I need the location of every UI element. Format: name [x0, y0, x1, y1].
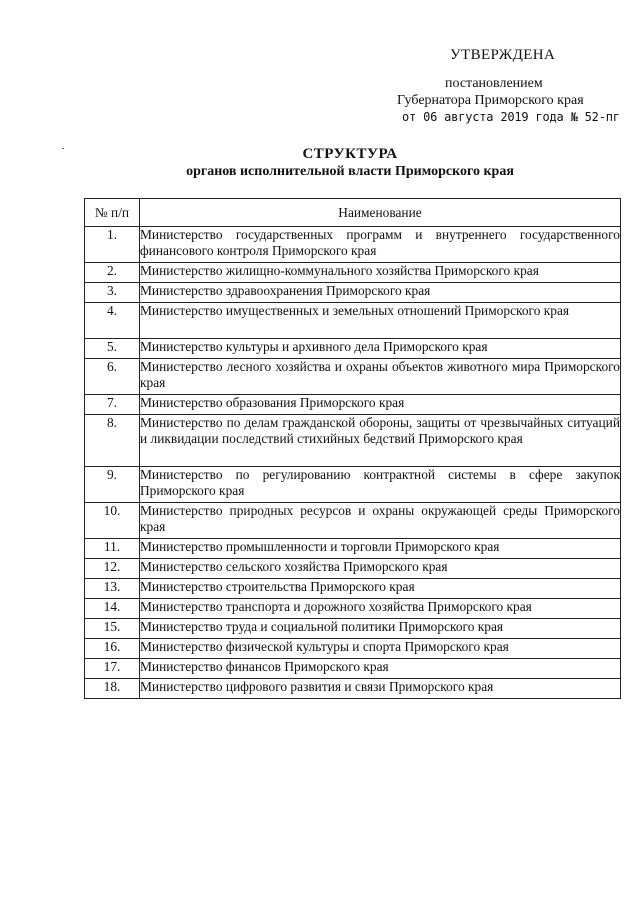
row-name: Министерство культуры и архивного дела Приморского края [140, 339, 621, 359]
row-number: 2. [85, 263, 140, 283]
document-title: СТРУКТУРА [302, 146, 398, 162]
row-number: 4. [85, 303, 140, 339]
row-number: 1. [85, 227, 140, 263]
column-header-number: № п/п [85, 199, 140, 227]
row-name: Министерство жилищно-коммунального хозяйства Приморского края [140, 263, 621, 283]
row-name: Министерство по регулированию контрактной системы в сфере закупок Приморского края [140, 467, 621, 503]
row-number: 13. [85, 579, 140, 599]
row-name: Министерство транспорта и дорожного хозяйства Приморского края [140, 599, 621, 619]
table-row [85, 639, 621, 659]
column-header-name: Наименование [140, 199, 621, 227]
row-name: Министерство образования Приморского края [140, 395, 621, 415]
approval-stamp-text: УТВЕРЖДЕНА [450, 47, 556, 63]
table-row [85, 659, 621, 679]
table-row [85, 283, 621, 303]
table-row [85, 467, 621, 503]
row-name: Министерство имущественных и земельных отношений Приморского края [140, 303, 621, 339]
row-name: Министерство цифрового развития и связи Приморского края [140, 679, 621, 699]
row-name: Министерство сельского хозяйства Приморского края [140, 559, 621, 579]
table-row [85, 559, 621, 579]
table-header-row [85, 199, 621, 227]
row-name: Министерство по делам гражданской обороны, защиты от чрезвычайных ситуаций и ликвидации последствий стихийных бедствий Приморского края [140, 415, 621, 467]
row-number: 8. [85, 415, 140, 467]
row-number: 15. [85, 619, 140, 639]
table-row [85, 503, 621, 539]
approval-date-number: от 06 августа 2019 года № 52-пг [402, 110, 620, 124]
table-row [85, 339, 621, 359]
row-name: Министерство лесного хозяйства и охраны объектов животного мира Приморского края [140, 359, 621, 395]
row-number: 10. [85, 503, 140, 539]
row-name: Министерство промышленности и торговли Приморского края [140, 539, 621, 559]
row-number: 14. [85, 599, 140, 619]
row-name: Министерство труда и социальной политики Приморского края [140, 619, 621, 639]
row-name: Министерство государственных программ и внутреннего государственного финансового контроля Приморского края [140, 227, 621, 263]
document-subtitle: органов исполнительной власти Приморского края [186, 164, 514, 179]
row-name: Министерство физической культуры и спорта Приморского края [140, 639, 621, 659]
table-row [85, 599, 621, 619]
row-number: 7. [85, 395, 140, 415]
row-name: Министерство здравоохранения Приморского края [140, 283, 621, 303]
table-row [85, 619, 621, 639]
approval-authority: Губернатора Приморского края [397, 93, 584, 108]
table-row [85, 263, 621, 283]
row-name: Министерство строительства Приморского края [140, 579, 621, 599]
table-row [85, 679, 621, 699]
row-number: 12. [85, 559, 140, 579]
row-number: 6. [85, 359, 140, 395]
row-number: 16. [85, 639, 140, 659]
row-number: 18. [85, 679, 140, 699]
document-titles [0, 145, 640, 181]
approval-resolution: постановлением [445, 76, 543, 91]
row-number: 9. [85, 467, 140, 503]
table-row [85, 227, 621, 263]
table-row [85, 395, 621, 415]
table-row [85, 579, 621, 599]
row-number: 5. [85, 339, 140, 359]
row-number: 17. [85, 659, 140, 679]
structure-table [84, 198, 621, 699]
row-name: Министерство природных ресурсов и охраны окружающей среды Приморского края [140, 503, 621, 539]
row-name: Министерство финансов Приморского края [140, 659, 621, 679]
table-row [85, 415, 621, 467]
table-row [85, 303, 621, 339]
table-row [85, 539, 621, 559]
row-number: 11. [85, 539, 140, 559]
table-row [85, 359, 621, 395]
row-number: 3. [85, 283, 140, 303]
